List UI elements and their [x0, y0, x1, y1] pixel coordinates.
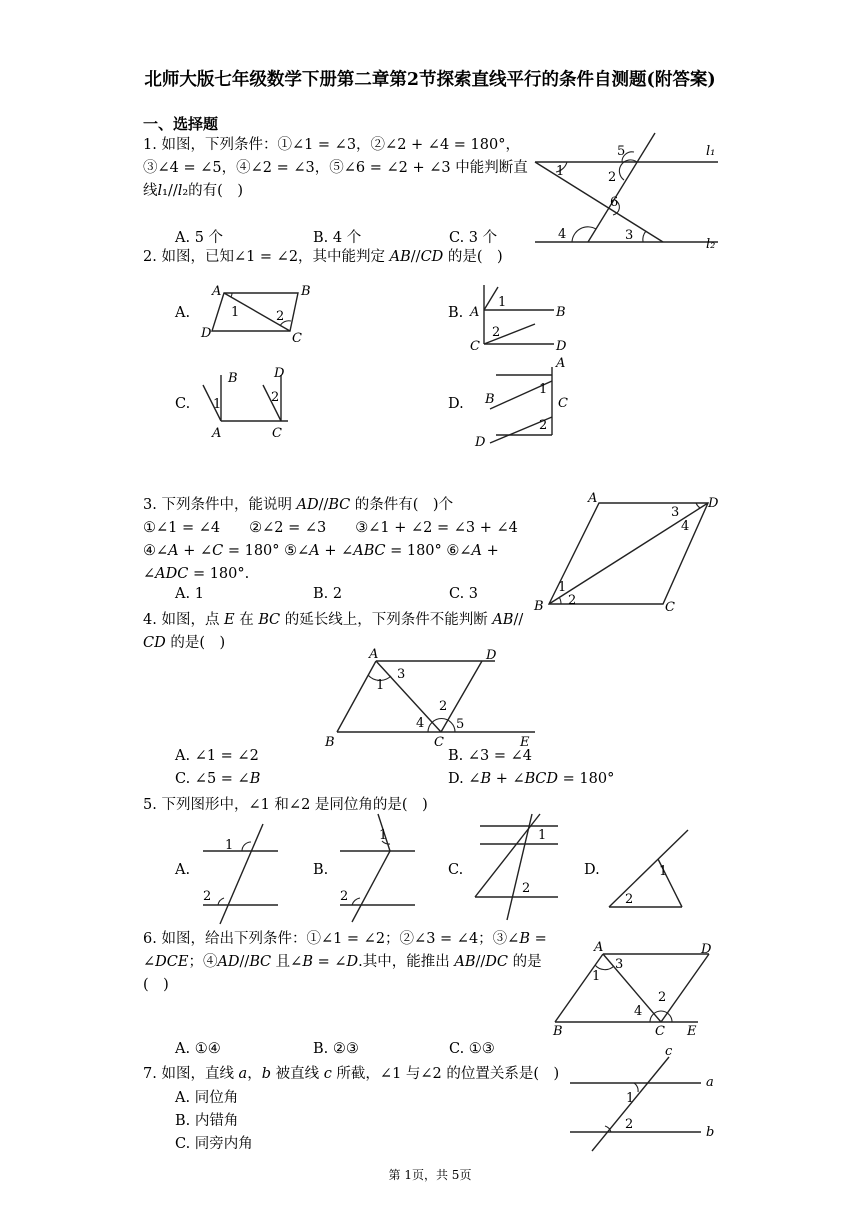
svg-text:C: C [665, 600, 675, 615]
svg-text:3: 3 [397, 667, 406, 682]
q7-line-1: 7. 如图，直线 𝑎，𝑏 被直线 𝑐 所截，∠1 与∠2 的位置关系是( ) [143, 1066, 560, 1082]
q2-figure-a [200, 280, 320, 350]
svg-text:2: 2 [658, 990, 667, 1005]
svg-text:A: A [212, 426, 222, 441]
q7-option-b: B. 内错角 [175, 1113, 239, 1129]
label-l2: l₂ [706, 237, 716, 252]
svg-text:1: 1 [498, 295, 507, 310]
q6-line-2: ∠𝐷𝐶𝐸；④𝐴𝐷//𝐵𝐶 且∠𝐵 = ∠𝐷.其中，能推出 𝐴𝐵//𝐷𝐶 的是 [143, 954, 542, 970]
svg-text:4: 4 [416, 716, 425, 731]
svg-text:4: 4 [634, 1004, 643, 1019]
q7-option-c: C. 同旁内角 [175, 1136, 253, 1152]
q1-line-3: 线𝑙₁//𝑙₂的有( ) [143, 183, 243, 199]
svg-text:c: c [665, 1044, 673, 1059]
svg-text:D: D [486, 648, 497, 663]
q2-option-a: A. [175, 305, 191, 321]
q3-option-a: A. 1 [175, 586, 204, 602]
q2-figure-d [470, 355, 580, 450]
svg-text:B: B [301, 284, 311, 299]
svg-text:B: B [228, 371, 238, 386]
svg-text:C: C [558, 396, 568, 411]
q5-line-1: 5. 下列图形中，∠1 和∠2 是同位角的是( ) [143, 797, 428, 813]
svg-text:2: 2 [271, 390, 280, 405]
svg-text:2: 2 [276, 309, 285, 324]
svg-text:1: 1 [225, 838, 234, 853]
q5-figure-c [470, 810, 565, 925]
svg-text:a: a [706, 1075, 714, 1090]
angle-5: 5 [617, 144, 626, 159]
svg-text:4: 4 [681, 519, 690, 534]
svg-text:A: A [212, 284, 222, 299]
svg-text:2: 2 [625, 892, 634, 907]
svg-text:1: 1 [231, 305, 240, 320]
q5-figure-d [606, 826, 691, 916]
svg-text:2: 2 [203, 889, 212, 904]
q4-option-d: D. ∠𝐵 + ∠𝐵𝐶𝐷 = 180° [448, 771, 615, 787]
svg-text:E: E [687, 1024, 697, 1039]
svg-text:B: B [534, 599, 544, 614]
q6-option-a: A. ①④ [175, 1041, 221, 1057]
svg-text:B: B [325, 735, 335, 750]
svg-text:1: 1 [626, 1091, 635, 1106]
q7-option-a: A. 同位角 [175, 1090, 239, 1106]
q3-line-3: ④∠𝐴 + ∠𝐶 = 180° ⑤∠𝐴 + ∠𝐴𝐵𝐶 = 180° ⑥∠𝐴 + [143, 543, 499, 559]
q1-line-2: ③∠4 = ∠5，④∠2 = ∠3，⑤∠6 = ∠2 + ∠3 中能判断直 [143, 160, 528, 176]
label-l1: l₁ [706, 144, 716, 159]
q3-option-b: B. 2 [313, 586, 343, 602]
svg-text:b: b [706, 1125, 715, 1140]
section-heading: 一、选择题 [143, 115, 219, 133]
q5-figure-a [200, 820, 285, 930]
q2-option-b: B. [448, 305, 464, 321]
svg-text:A: A [556, 356, 566, 371]
q3-line-1: 3. 下列条件中，能说明 𝐴𝐷//𝐵𝐶 的条件有( )个 [143, 497, 454, 513]
q6-line-3: ( ) [143, 977, 169, 993]
q6-figure [548, 935, 728, 1045]
svg-text:E: E [520, 735, 530, 750]
svg-text:C: C [470, 339, 480, 354]
svg-text:D: D [708, 496, 719, 511]
svg-text:A: A [588, 491, 598, 506]
q2-figure-c [196, 365, 296, 441]
svg-text:B: B [553, 1024, 563, 1039]
svg-text:D: D [556, 339, 567, 354]
q3-line-4: ∠𝐴𝐷𝐶 = 180°. [143, 566, 250, 582]
document-title: 北师大版七年级数学下册第二章第2节探索直线平行的条件自测题(附答案) [144, 70, 716, 90]
q1-option-a: A. 5 个 [175, 230, 224, 246]
angle-1: 1 [556, 164, 565, 179]
q3-figure [530, 490, 730, 620]
svg-text:A: A [594, 940, 604, 955]
q2-line-1: 2. 如图，已知∠1 = ∠2，其中能判定 𝐴𝐵//𝐶𝐷 的是( ) [143, 249, 503, 265]
svg-text:2: 2 [522, 881, 531, 896]
svg-text:D: D [475, 435, 486, 450]
svg-text:A: A [470, 305, 480, 320]
svg-text:1: 1 [659, 864, 668, 879]
svg-text:1: 1 [592, 969, 601, 984]
svg-text:D: D [701, 942, 712, 957]
q5-figure-b [338, 810, 423, 925]
q3-line-2: ①∠1 = ∠4 ②∠2 = ∠3 ③∠1 + ∠2 = ∠3 + ∠4 [143, 520, 518, 536]
q5-option-a: A. [175, 862, 191, 878]
q6-option-b: B. ②③ [313, 1041, 359, 1057]
q1-line-1: 1. 如图，下列条件：①∠1 = ∠3，②∠2 + ∠4 = 180°， [143, 137, 520, 153]
svg-text:1: 1 [539, 382, 548, 397]
svg-text:3: 3 [671, 505, 680, 520]
svg-text:2: 2 [439, 699, 448, 714]
svg-text:C: C [272, 426, 282, 441]
svg-text:D: D [201, 326, 212, 341]
svg-text:5: 5 [456, 717, 465, 732]
svg-text:B: B [556, 305, 566, 320]
svg-text:C: C [292, 331, 302, 346]
angle-2: 2 [608, 170, 617, 185]
q1-option-b: B. 4 个 [313, 230, 362, 246]
q4-line-2: 𝐶𝐷 的是( ) [143, 635, 226, 651]
q5-option-d: D. [584, 862, 600, 878]
svg-text:3: 3 [615, 957, 624, 972]
q6-line-1: 6. 如图，给出下列条件：①∠1 = ∠2；②∠3 = ∠4；③∠𝐵 = [143, 931, 547, 947]
q4-figure [320, 645, 550, 750]
svg-text:2: 2 [625, 1117, 634, 1132]
q1-figure [530, 128, 730, 253]
q6-option-c: C. ①③ [449, 1041, 495, 1057]
q2-figure-b [468, 282, 578, 354]
svg-text:2: 2 [568, 593, 577, 608]
q1-option-c: C. 3 个 [449, 230, 498, 246]
svg-text:1: 1 [379, 828, 388, 843]
svg-text:2: 2 [492, 325, 501, 340]
svg-text:B: B [485, 392, 495, 407]
svg-text:2: 2 [539, 418, 548, 433]
q4-line-1: 4. 如图，点 𝐸 在 𝐵𝐶 的延长线上，下列条件不能判断 𝐴𝐵// [143, 612, 524, 628]
page-footer: 第 1页，共 5页 [388, 1168, 472, 1182]
svg-text:1: 1 [538, 828, 547, 843]
angle-6: 6 [610, 195, 619, 210]
svg-text:C: C [655, 1024, 665, 1039]
q5-option-c: C. [448, 862, 464, 878]
angle-3: 3 [625, 228, 634, 243]
q3-option-c: C. 3 [449, 586, 479, 602]
q7-figure [565, 1044, 725, 1160]
svg-text:D: D [274, 366, 285, 381]
q2-option-c: C. [175, 396, 191, 412]
svg-text:2: 2 [340, 889, 349, 904]
q4-option-c: C. ∠5 = ∠𝐵 [175, 771, 261, 787]
q2-option-d: D. [448, 396, 464, 412]
q4-option-b: B. ∠3 = ∠4 [448, 748, 532, 764]
svg-text:1: 1 [213, 397, 222, 412]
svg-text:A: A [369, 647, 379, 662]
svg-text:1: 1 [558, 580, 567, 595]
svg-text:1: 1 [376, 678, 385, 693]
angle-4: 4 [558, 227, 567, 242]
svg-text:C: C [434, 735, 444, 750]
q4-option-a: A. ∠1 = ∠2 [175, 748, 259, 764]
q5-option-b: B. [313, 862, 329, 878]
